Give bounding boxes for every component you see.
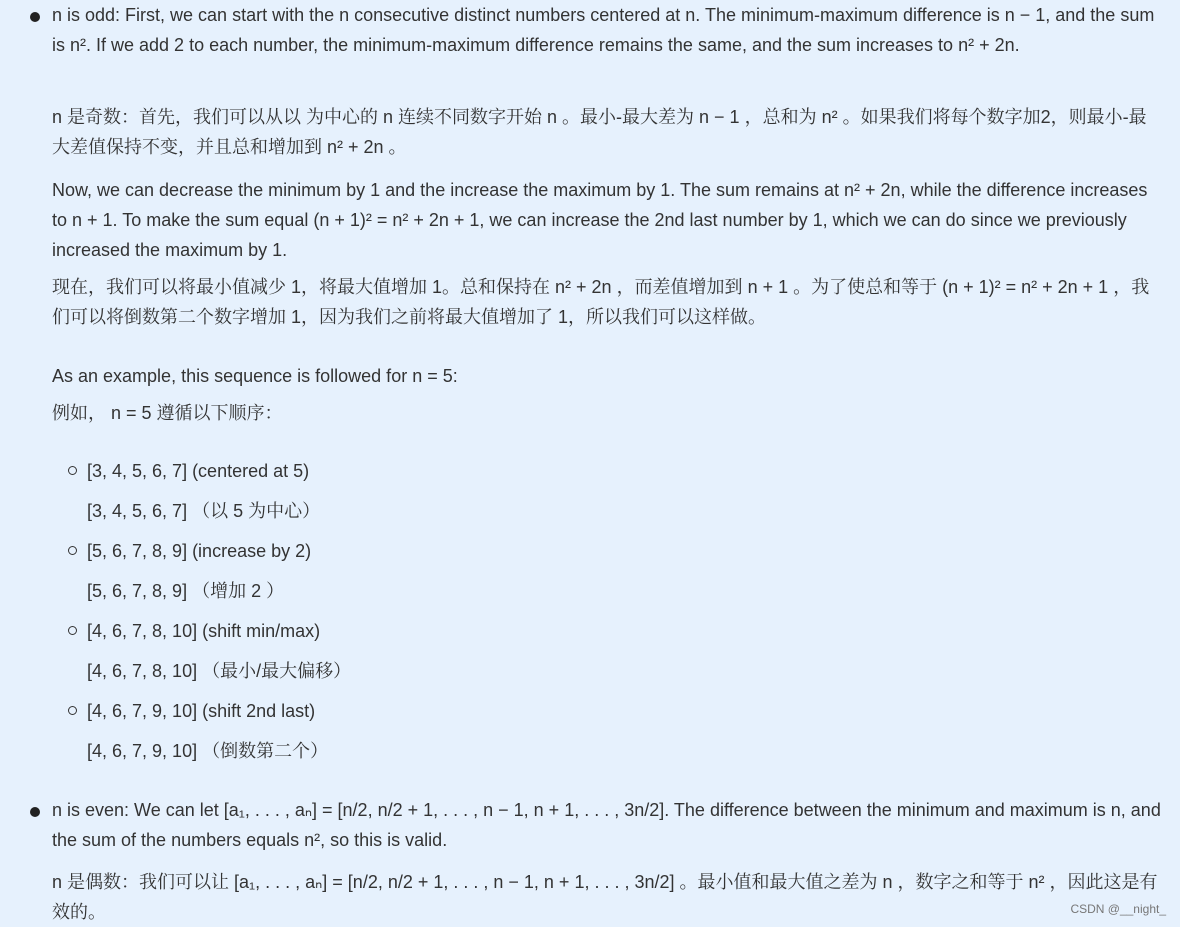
step-3-zh: [4, 6, 7, 8, 10] （最小/最大偏移） [87,661,352,681]
even-case-en: n is even: We can let [a₁, . . . , aₙ] = [n/2, n/2 + 1, . . . , n − 1, n + 1, . . . , 3n/2]. The difference between the minimum and maximum is n, and the sum of the numbers equals n², so this is valid. [52,800,1161,850]
step-3-en: [4, 6, 7, 8, 10] (shift min/max) [87,621,321,641]
odd-case-zh-2: 现在，我们可以将最小值减少 1，将最大值增加 1。总和保持在 n² + 2n ，而差值增加到 n + 1 。为了使总和等于 (n + 1)² = n² + 2n + 1 ，我们可以将倒数第二个数字增加 1，因为我们之前将最大值增加了 1，所以我们可以这样做。 [52,277,1150,327]
step-4-zh: [4, 6, 7, 9, 10] （倒数第二个） [87,741,329,761]
step-bullet [68,706,77,715]
step-2-zh: [5, 6, 7, 8, 9] （增加 2 ） [87,581,285,601]
odd-case-zh: n 是奇数：首先，我们可以从以 为中心的 n 连续不同数字开始 n 。最小-最大差为 n − 1 ，总和为 n² 。如果我们将每个数字加2，则最小-最大差值保持不变，并且总和增加到 n² + 2n 。 [52,107,1147,157]
step-bullet [68,546,77,555]
step-bullet [68,626,77,635]
step-1-en: [3, 4, 5, 6, 7] (centered at 5) [87,461,310,481]
odd-case-en: n is odd: First, we can start with the n consecutive distinct numbers centered at n. The minimum-maximum difference is n − 1, and the sum is n². If we add 2 to each number, the minimum-maximum difference remains the same, and the sum increases to n² + 2n. [52,5,1155,55]
even-case-zh: n 是偶数：我们可以让 [a₁, . . . , aₙ] = [n/2, n/2 + 1, . . . , n − 1, n + 1, . . . , 3n/2] 。最小值和最大值之差为 n ，数字之和等于 n² ，因此这是有效的。 [52,872,1158,922]
bullet-odd [30,12,40,22]
odd-case-en-2: Now, we can decrease the minimum by 1 and the increase the maximum by 1. The sum remains at n² + 2n, while the difference increases to n + 1. To make the sum equal (n + 1)² = n² + 2n + 1, we can increase the 2nd last number by 1, which we can do since we previously increased the maximum by 1. [52,180,1148,260]
step-1-zh: [3, 4, 5, 6, 7] （以 5 为中心） [87,501,321,521]
watermark: CSDN @__night_ [1070,902,1166,916]
step-2-en: [5, 6, 7, 8, 9] (increase by 2) [87,541,312,561]
step-4-en: [4, 6, 7, 9, 10] (shift 2nd last) [87,701,316,721]
example-en: As an example, this sequence is followed for n = 5: [52,366,458,386]
bullet-even [30,807,40,817]
step-bullet [68,466,77,475]
example-zh: 例如， n = 5 遵循以下顺序： [52,403,283,423]
